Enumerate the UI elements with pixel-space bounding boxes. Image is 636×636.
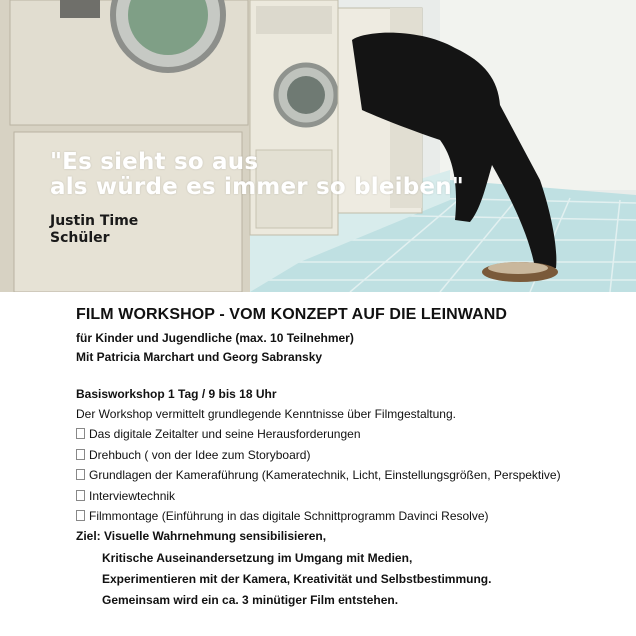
- quote-line-2: als würde es immer so bleiben": [50, 174, 464, 200]
- goal-line: Kritische Auseinandersetzung im Umgang mit Medien,: [102, 550, 413, 565]
- topic-item: [76, 486, 616, 506]
- topic-item: [76, 424, 616, 444]
- bullet-box-icon: [76, 490, 85, 501]
- author-role: Schüler: [50, 230, 110, 246]
- topic-label: Interviewtechnik: [89, 488, 176, 503]
- bullet-box-icon: [76, 428, 85, 439]
- workshop-audience: für Kinder und Jugendliche (max. 10 Teilnehmer): [76, 331, 354, 345]
- laundromat-photo: [0, 0, 636, 292]
- quote-line-1: "Es sieht so aus: [50, 149, 259, 175]
- topic-item: [76, 506, 616, 526]
- goal-line: Gemeinsam wird ein ca. 3 minütiger Film entstehen.: [102, 593, 399, 608]
- laundromat-illustration: [0, 0, 636, 292]
- topic-label: Filmmontage (Einführung in das digitale Schnittprogramm Davinci Resolve): [89, 509, 489, 524]
- topic-label: Das digitale Zeitalter und seine Herausforderungen: [89, 427, 361, 442]
- quote-text: [50, 150, 464, 200]
- quote-author: [50, 213, 138, 247]
- bullet-box-icon: [76, 469, 85, 480]
- bullet-box-icon: [76, 510, 85, 521]
- workshop-intro: Der Workshop vermittelt grundlegende Kenntnisse über Filmgestaltung.: [76, 407, 456, 421]
- topic-item: [76, 445, 616, 465]
- topic-label: Grundlagen der Kameraführung (Kameratechnik, Licht, Einstellungsgrößen, Perspektive): [89, 468, 561, 483]
- workshop-title: FILM WORKSHOP - VOM KONZEPT AUF DIE LEINWAND: [76, 306, 508, 323]
- workshop-instructors: Mit Patricia Marchart und Georg Sabransky: [76, 350, 323, 364]
- topic-label: Drehbuch ( von der Idee zum Storyboard): [89, 447, 311, 462]
- author-name: Justin Time: [50, 213, 139, 229]
- workshop-schedule: Basisworkshop 1 Tag / 9 bis 18 Uhr: [76, 387, 277, 401]
- goal-line: Experimentieren mit der Kamera, Kreativität und Selbstbestimmung.: [102, 571, 492, 586]
- goal-line: Ziel: Visuelle Wahrnehmung sensibilisieren,: [76, 529, 327, 544]
- bullet-box-icon: [76, 449, 85, 460]
- topic-item: [76, 465, 616, 485]
- workshop-description: [76, 306, 616, 611]
